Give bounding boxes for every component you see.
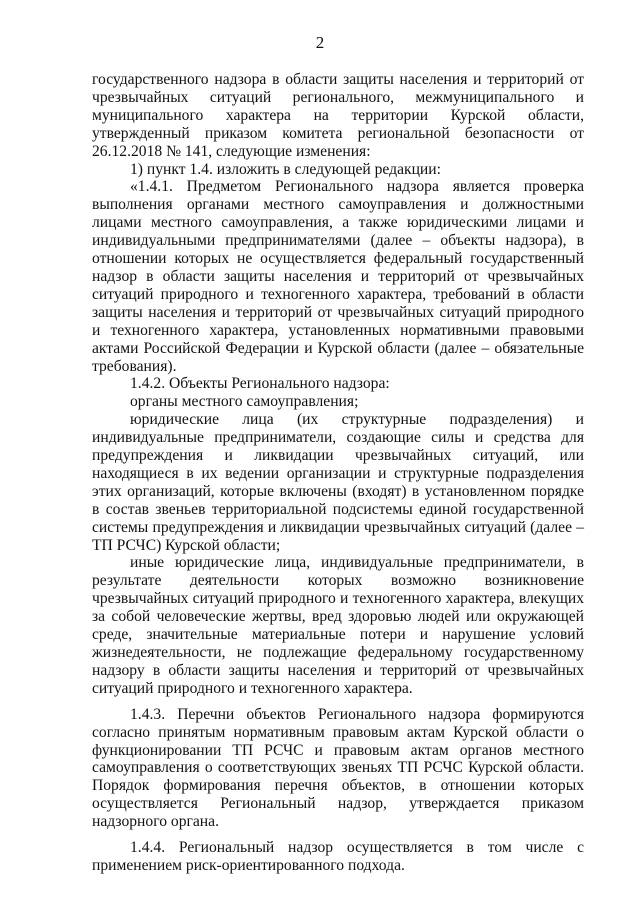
paragraph-1-4-4: 1.4.4. Региональный надзор осуществляется в том числе с применением риск-ориентированного подхода.: [92, 839, 584, 874]
paragraph-1-4-1: «1.4.1. Предметом Регионального надзора является проверка выполнения органами местного самоуправления и должностными лицами местного самоуправления, а также юридическими лицами и индивидуальными предпринимателями (далее – объекты надзора), в отношении которых не осуществляется федеральный государственный надзор в области защиты населения и территорий от чрезвычайных ситуаций природного и техногенного характера, требований в области защиты населения и территорий от чрезвычайных ситуаций природного и техногенного характера, установленных нормативными правовыми актами Российской Федерации и Курской области (далее – обязательные требования).: [92, 178, 584, 375]
page-number: 2: [315, 33, 325, 52]
paragraph-1-4-3: 1.4.3. Перечни объектов Регионального надзора формируются согласно принятым нормативным правовым актам Курской области о функционировании ТП РСЧС и правовым актам органов местного самоуправления о соответствующих звеньях ТП РСЧС Курской области. Порядок формирования перечня объектов, в отношении которых осуществляется Региональный надзор, утверждается приказом надзорного органа.: [92, 705, 584, 831]
paragraph-continuation: государственного надзора в области защиты населения и территорий от чрезвычайных ситуаций регионального, межмуниципального и муниципального характера на территории Курской области, утвержденный приказом комитета региональной безопасности от 26.12.2018 № 141, следующие изменения:: [92, 71, 584, 160]
paragraph-other-entities: иные юридические лица, индивидуальные предприниматели, в результате деятельности которых возможно возникновение чрезвычайных ситуаций природного и техногенного характера, влекущих за собой человеческие жертвы, вред здоровью людей или окружающей среде, значительные материальные потери и нарушение условий жизнедеятельности, не подлежащие федеральному государственному надзору в области защиты населения и территорий от чрезвычайных ситуаций природного и техногенного характера.: [92, 554, 584, 697]
paragraph-item-1: 1) пункт 1.4. изложить в следующей редакции:: [130, 160, 441, 178]
paragraph-legal-entities: юридические лица (их структурные подразделения) и индивидуальные предприниматели, создающие силы и средства для предупреждения и ликвидации чрезвычайных ситуаций, или находящиеся в их ведении организации и структурные подразделения этих организаций, которые включены (входят) в установленном порядке в состав звеньев территориальной подсистемы единой государственной системы предупреждения и ликвидации чрезвычайных ситуаций (далее – ТП РСЧС) Курской области;: [92, 411, 584, 554]
paragraph-1-4-2: 1.4.2. Объекты Регионального надзора:: [130, 375, 390, 393]
document-body: [92, 71, 584, 875]
paragraph-local-government: органы местного самоуправления;: [130, 393, 359, 411]
